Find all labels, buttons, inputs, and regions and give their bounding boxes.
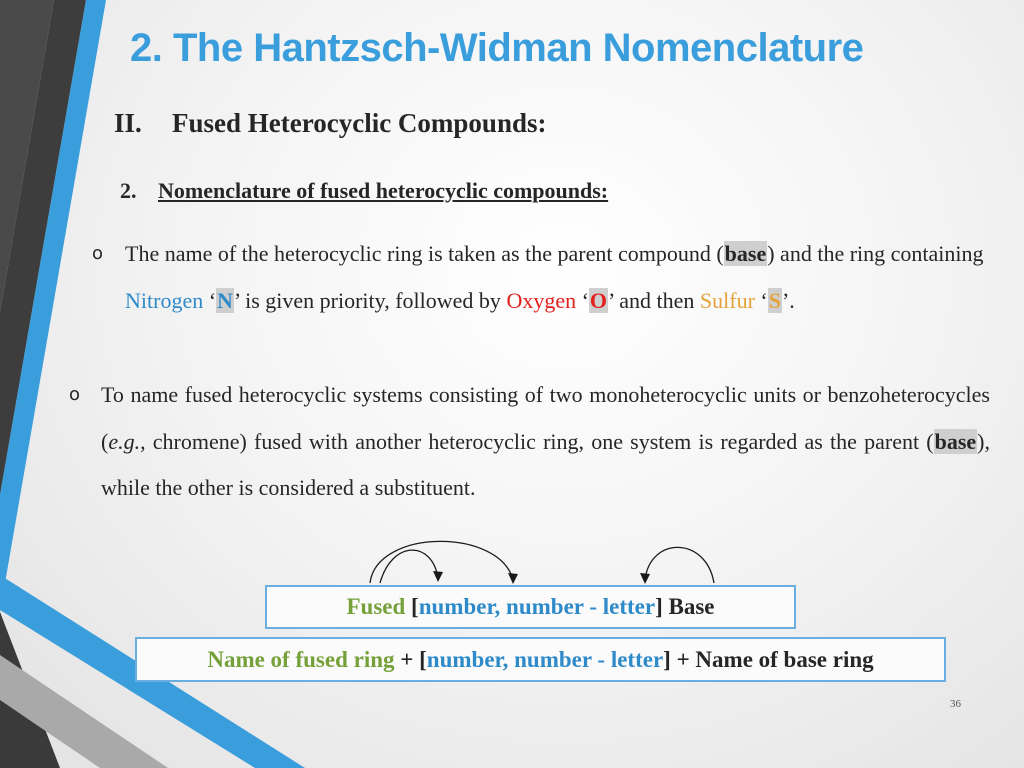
- formula1-base: Base: [662, 594, 715, 619]
- p1-text-3: ’ is given priority, followed by: [233, 287, 507, 313]
- formula2-close-base: ] + Name of base ring: [663, 647, 874, 672]
- slide-title: 2. The Hantzsch-Widman Nomenclature: [130, 26, 864, 70]
- formula2-locants: number, number - letter: [426, 647, 664, 672]
- formula2-fused-ring: Name of fused ring: [207, 647, 395, 672]
- p1-text-5: ’.: [781, 287, 795, 313]
- arrowheads: [433, 571, 650, 584]
- formula-box-long: [135, 637, 946, 682]
- p1-base-highlight: base: [724, 241, 767, 266]
- arrow-3: [645, 547, 714, 583]
- p1-text-1: The name of the heterocyclic ring is taken as the parent compound (: [125, 241, 724, 266]
- formula1-bracket-open: [: [405, 594, 419, 619]
- p2-text-2: , chromene) fused with another heterocyclic ring, one system is regarded as the parent (: [140, 428, 934, 454]
- formula2-plus-open: + [: [394, 647, 427, 672]
- p1-quote-3: ‘: [754, 287, 768, 313]
- p1-quote-1: ‘: [203, 287, 217, 313]
- arrowhead-2: [433, 571, 443, 582]
- arrow-group: [370, 541, 714, 583]
- p2-eg: e.g.: [108, 428, 141, 454]
- paragraph-fused-systems: [101, 372, 990, 512]
- formula1-bracket-close: ]: [655, 594, 663, 619]
- nitrogen-symbol: N: [217, 287, 233, 313]
- page-number: 36: [950, 698, 961, 710]
- p1-quote-2: ‘: [576, 287, 589, 313]
- p2-text-1: To name fused heterocyclic systems consisting of two monoheterocyclic units or benzoheterocycles (: [101, 382, 990, 454]
- sulfur-label: Sulfur: [699, 287, 755, 313]
- formula1-fused: Fused: [346, 594, 406, 619]
- bullet-marker-1: o: [92, 243, 104, 264]
- p2-base-highlight: base: [934, 428, 977, 454]
- subsection-number: 2.: [120, 178, 137, 203]
- p2-text-3: ), while the other is considered a substituent.: [101, 428, 990, 500]
- arrowhead-1: [508, 573, 518, 584]
- oxygen-label: Oxygen: [506, 287, 577, 313]
- arrow-1: [370, 541, 513, 583]
- subsection-label: Nomenclature of fused heterocyclic compounds:: [158, 178, 609, 203]
- section-number: II.: [114, 108, 142, 138]
- oxygen-symbol: O: [589, 287, 608, 313]
- formula1-locants: number, number - letter: [418, 594, 656, 619]
- section-heading: [114, 108, 546, 139]
- section-label: Fused Heterocyclic Compounds:: [172, 108, 547, 138]
- p1-text-2: ) and the ring containing: [767, 241, 984, 266]
- nitrogen-label: Nitrogen: [125, 287, 204, 313]
- bullet-marker-2: o: [69, 384, 81, 405]
- p1-text-4: ’ and then: [608, 287, 700, 313]
- arrowhead-3: [640, 573, 650, 584]
- sulfur-symbol: S: [768, 287, 781, 313]
- formula-box-short: [265, 585, 796, 629]
- paragraph-priority: [125, 231, 1010, 324]
- subsection-heading: [120, 178, 608, 204]
